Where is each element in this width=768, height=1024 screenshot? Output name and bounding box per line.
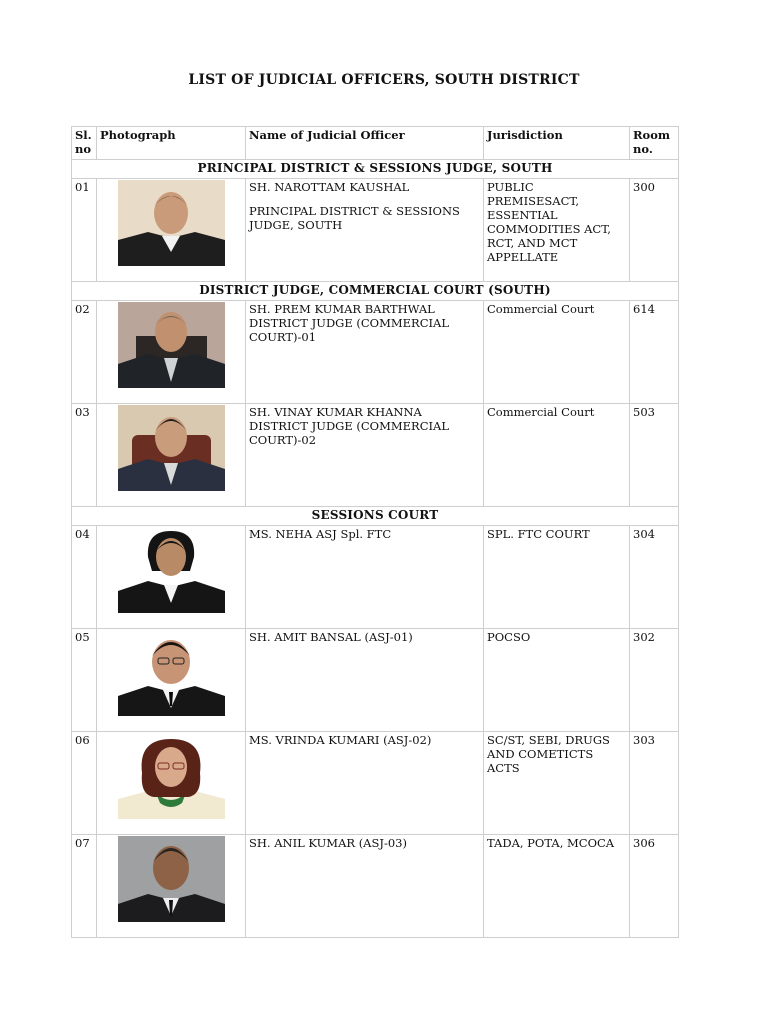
table-row: [72, 404, 679, 507]
table-row: [72, 179, 679, 282]
table-row: [72, 526, 679, 629]
table-header-row: [72, 127, 679, 160]
officer-name: MS. VRINDA KUMARI (ASJ-02): [246, 732, 484, 835]
header-jurisdiction: Jurisdiction: [484, 127, 630, 160]
room-no: 300: [630, 179, 679, 282]
officer-name: SH. NAROTTAM KAUSHAL: [249, 180, 410, 194]
sl-no: 02: [72, 301, 97, 404]
room-no: 302: [630, 629, 679, 732]
page-title: LIST OF JUDICIAL OFFICERS, SOUTH DISTRICT: [188, 72, 580, 88]
room-no: 503: [630, 404, 679, 507]
photo-cell: [97, 629, 246, 732]
room-no: 614: [630, 301, 679, 404]
jurisdiction: TADA, POTA, MCOCA: [484, 835, 630, 938]
header-room-no: Room no.: [630, 127, 679, 160]
photo-cell: [97, 301, 246, 404]
officer-name: SH. VINAY KUMAR KHANNA DISTRICT JUDGE (COMMERCIAL COURT)-02: [246, 404, 484, 507]
officer-name: SH. PREM KUMAR BARTHWAL DISTRICT JUDGE (COMMERCIAL COURT)-01: [246, 301, 484, 404]
officer-name: SH. ANIL KUMAR (ASJ-03): [246, 835, 484, 938]
jurisdiction: PUBLIC PREMISESACT, ESSENTIAL COMMODITIES ACT, RCT, AND MCT APPELLATE: [484, 179, 630, 282]
photo-cell: [97, 732, 246, 835]
photo-cell: [97, 404, 246, 507]
officer-photo: [118, 836, 225, 922]
officer-photo: [118, 180, 225, 266]
officer-photo: [118, 405, 225, 491]
table-row: [72, 732, 679, 835]
jurisdiction: Commercial Court: [484, 301, 630, 404]
officer-name: MS. NEHA ASJ Spl. FTC: [246, 526, 484, 629]
jurisdiction: SC/ST, SEBI, DRUGS AND COMETICTS ACTS: [484, 732, 630, 835]
table-row: [72, 629, 679, 732]
table-row: [72, 835, 679, 938]
header-officer-name: Name of Judicial Officer: [246, 127, 484, 160]
sl-no: 04: [72, 526, 97, 629]
table-row: [72, 301, 679, 404]
officer-photo: [118, 733, 225, 819]
photo-cell: [97, 835, 246, 938]
photo-cell: [97, 179, 246, 282]
sl-no: 07: [72, 835, 97, 938]
officer-photo: [118, 630, 225, 716]
sl-no: 01: [72, 179, 97, 282]
sl-no: 03: [72, 404, 97, 507]
jurisdiction: POCSO: [484, 629, 630, 732]
section-heading-row: [72, 160, 679, 179]
officer-name-cell: [246, 179, 484, 282]
section-heading-row: [72, 507, 679, 526]
section-heading: DISTRICT JUDGE, COMMERCIAL COURT (SOUTH): [72, 282, 679, 301]
judicial-officers-table: [71, 126, 679, 938]
section-heading: SESSIONS COURT: [72, 507, 679, 526]
room-no: 303: [630, 732, 679, 835]
sl-no: 06: [72, 732, 97, 835]
room-no: 304: [630, 526, 679, 629]
officer-photo: [118, 527, 225, 613]
header-sl-no: Sl. no: [72, 127, 97, 160]
header-photograph: Photograph: [97, 127, 246, 160]
jurisdiction: Commercial Court: [484, 404, 630, 507]
room-no: 306: [630, 835, 679, 938]
officer-name: SH. AMIT BANSAL (ASJ-01): [246, 629, 484, 732]
section-heading-row: [72, 282, 679, 301]
photo-cell: [97, 526, 246, 629]
officer-photo: [118, 302, 225, 388]
jurisdiction: SPL. FTC COURT: [484, 526, 630, 629]
officer-designation: PRINCIPAL DISTRICT & SESSIONS JUDGE, SOUTH: [249, 204, 460, 232]
sl-no: 05: [72, 629, 97, 732]
section-heading: PRINCIPAL DISTRICT & SESSIONS JUDGE, SOUTH: [72, 160, 679, 179]
